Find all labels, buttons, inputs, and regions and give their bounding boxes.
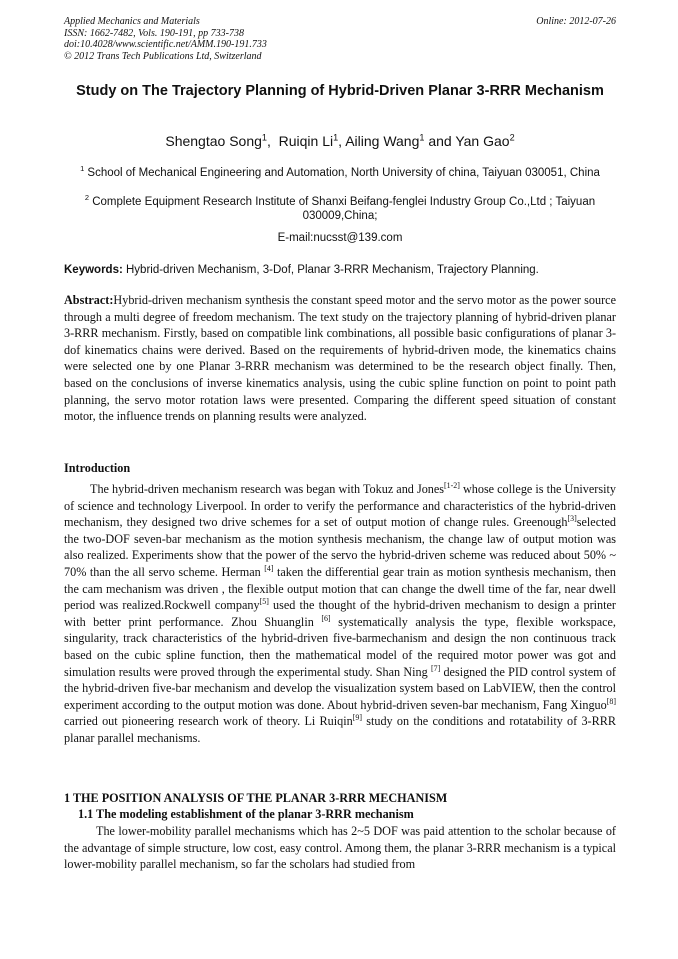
- affiliation-mark: 2: [84, 193, 90, 203]
- affiliation-mark: 1: [80, 164, 85, 174]
- affiliation-text: Complete Equipment Research Institute of Shanxi Beifang-fenglei Industry Group Co.,Ltd ; Taiyuan 030009,China;: [92, 196, 596, 222]
- abstract-text: Hybrid-driven mechanism synthesis the constant speed motor and the servo motor as the power source through a multi degree of freedom mechanism. The text study on the trajectory planning of hybrid-driven planar 3-RRR mechanism. Firstly, based on compatible link combinations, all possible basic configurations of planar 3-dof kinematics chains were derived. Based on the requirements of hybrid-driven mode, the kinematics chains were selected one by one Planar 3-RRR mechanism was determined to be the research object finally. Then, based on the conclusions of inverse kinematics analysis, using the cubic spline function on point to point path planning, the servo motor rotation laws were presented. Comparing the different speed situation of constant motor, the influence trends on planning results were analyzed.: [64, 293, 616, 424]
- author-affiliation-mark: 1: [419, 132, 425, 143]
- journal-header: [64, 16, 616, 62]
- author-separator: ,: [266, 133, 279, 149]
- body-text: selected the two-DOF seven-bar mechanism as the motion synthesis mechanism, the change law of output motion was also realized. Experiments show that the power of the servo the hybrid-driven scheme was reduced about 50% ~ 70% than the all servo scheme. Herman: [64, 515, 616, 579]
- author-name: Ruiqin Li: [278, 133, 334, 149]
- journal-issn: ISSN: 1662-7482, Vols. 190-191, pp 733-738: [64, 27, 244, 39]
- affiliation-1: [64, 166, 616, 180]
- paper-title: Study on The Trajectory Planning of Hybrid-Driven Planar 3-RRR Mechanism: [76, 83, 604, 99]
- citation-ref: [4]: [264, 563, 274, 573]
- citation-ref: [1-2]: [444, 480, 460, 490]
- citation-ref: [7]: [430, 663, 441, 673]
- body-text: designed the PID control system of the hybrid-driven five-bar mechanism and develop the visualization system based on LabVIEW, then the control experiment according to the output motion was done. About hybrid-driven seven-bar mechanism, Fang Xinguo: [64, 664, 616, 712]
- section-1-heading: 1 THE POSITION ANALYSIS OF THE PLANAR 3-RRR MECHANISM: [64, 791, 448, 805]
- keywords: [64, 263, 616, 277]
- section-1-1-paragraph: The lower-mobility parallel mechanisms which has 2~5 DOF was paid attention to the scholar because of the advantage of simple structure, low cost, easy control. Among them, the planar 3-RRR mechanism is a typical lower-mobility parallel mechanism, so far the scholars had studied from: [64, 824, 616, 872]
- body-text: whose college is the University of science and technology Liverpool. In order to verify the performance and characteristics of the hybrid-driven mechanism, they designed two drive schemes for a set of output motion of change rules. Greenough: [64, 482, 616, 530]
- citation-ref: [3]: [567, 514, 577, 524]
- body-text: The hybrid-driven mechanism research was began with Tokuz and Jones: [90, 482, 445, 496]
- abstract-label: Abstract:: [64, 293, 114, 307]
- body-text: taken the differential gear train as motion synthesis mechanism, then the cam mechanism was driven , the flexible output motion that can change the dwell time of the far, near dwell period was realized.Rockwell company: [64, 564, 616, 613]
- body-text: study on the conditions and rotatability of 3-RRR planar parallel mechanisms.: [64, 714, 616, 745]
- online-date: Online: 2012-07-26: [536, 16, 616, 27]
- body-text: used the thought of the hybrid-driven mechanism to design a printer with better print performance. Zhou Shuanglin: [64, 598, 616, 629]
- body-text: carried out pioneering research work of theory. Li Ruiqin: [64, 714, 353, 729]
- citation-ref: [5]: [259, 597, 269, 607]
- citation-ref: [8]: [606, 696, 616, 706]
- author-email: E-mail:nucsst@139.com: [277, 232, 403, 244]
- author-name: Shengtao Song: [165, 133, 262, 149]
- affiliation-text: School of Mechanical Engineering and Automation, North University of china, Taiyuan 030051, China: [87, 167, 600, 179]
- author-name: Yan Gao: [455, 133, 510, 149]
- keywords-text: Hybrid-driven Mechanism, 3-Dof, Planar 3-RRR Mechanism, Trajectory Planning.: [126, 264, 539, 276]
- author-separator: ,: [338, 133, 346, 149]
- abstract: [64, 292, 616, 425]
- author-list: [64, 132, 616, 150]
- keywords-label: Keywords:: [64, 264, 123, 276]
- citation-ref: [9]: [352, 713, 362, 723]
- introduction-paragraph: [64, 481, 616, 747]
- introduction-heading: Introduction: [64, 461, 131, 475]
- journal-copyright: © 2012 Trans Tech Publications Ltd, Switzerland: [64, 50, 262, 62]
- citation-ref: [6]: [321, 613, 331, 623]
- author-affiliation-mark: 2: [509, 132, 515, 143]
- journal-name: Applied Mechanics and Materials: [64, 16, 200, 27]
- author-separator: and: [424, 133, 456, 149]
- affiliation-2: [64, 195, 616, 223]
- body-text: systematically analysis the type, flexible workspace, singularity, track characteristics of the hybrid-driven five-barmechanism and design the non continuous track based on the cubic spline function, then the mathematical model of the required motor power was got and simulation results were proved through the experimental study. Shan Ning: [64, 614, 616, 679]
- author-affiliation-mark: 1: [333, 132, 339, 143]
- journal-doi: doi:10.4028/www.scientific.net/AMM.190-191.733: [64, 39, 267, 50]
- author-affiliation-mark: 1: [261, 132, 267, 143]
- section-1-1-heading: 1.1 The modeling establishment of the planar 3-RRR mechanism: [78, 807, 414, 821]
- author-name: Ailing Wang: [345, 133, 420, 149]
